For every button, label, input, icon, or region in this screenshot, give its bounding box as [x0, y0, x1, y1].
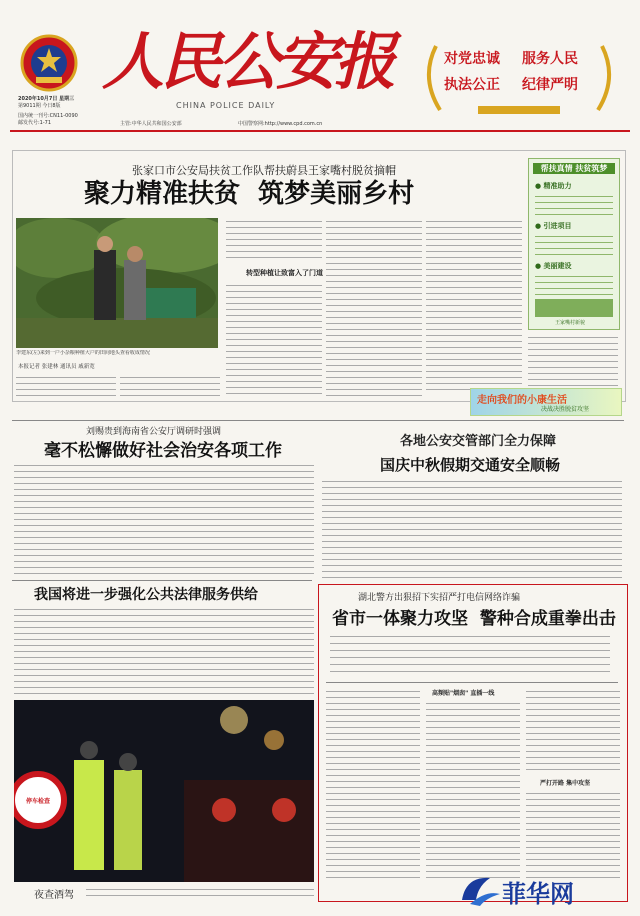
lead-body-col2: [120, 374, 220, 398]
banner-text: 走向我们的小康生活: [477, 395, 567, 406]
poster-text-1: [535, 193, 613, 215]
banner-sub: 决战决胜脱贫攻坚: [541, 406, 590, 413]
poster-item-3-label: 美丽建设: [543, 262, 572, 270]
motto-panel: [418, 36, 620, 120]
sidebar-poster: [528, 158, 620, 330]
site-line: 中国警察网:http://www.cpd.com.cn: [238, 121, 323, 127]
hubei-kicker: 湖北警方出狠招下实招严打电信网络诈骗: [358, 593, 521, 603]
hainan-headline: 毫不松懈做好社会治安各项工作: [44, 441, 282, 461]
poster-text-3: [535, 273, 613, 295]
lead-subhead: 转型种植让致富入了门道: [246, 269, 323, 277]
motto-4: 纪律严明: [522, 77, 578, 93]
poster-item-1-label: 精准助力: [543, 182, 572, 190]
lead-kicker: 张家口市公安局扶贫工作队帮扶蔚县王家嘴村脱贫摘帽: [132, 164, 396, 177]
lead-body-col4: [326, 218, 422, 398]
hubei-body-col3: [526, 688, 620, 774]
poster-item-2-label: 引进项目: [543, 222, 572, 230]
traffic-body: [322, 478, 622, 578]
hubei-subhead1: 高频贴"烟囱" 直插一线: [432, 690, 495, 697]
cn-line: 国内统一刊号:CN11-0090: [18, 113, 78, 119]
traffic-headline: 国庆中秋假期交通安全顺畅: [380, 456, 561, 474]
night-photo: [14, 700, 314, 882]
poster-item-2: ● 引进项目: [535, 222, 572, 230]
issue-line: 第9011期 今日8版: [18, 103, 61, 109]
hubei-body-col3b: [526, 790, 620, 880]
divider-law: [12, 580, 312, 581]
poster-text-2: [535, 233, 613, 255]
hainan-kicker: 刘赐贵到海南省公安厅调研时强调: [86, 427, 222, 437]
law-headline: 我国将进一步强化公共法律服务供给: [34, 587, 258, 603]
hubei-divider: [326, 682, 618, 683]
hubei-summary: [330, 632, 610, 678]
poster-image: [535, 299, 613, 317]
lead-photo: [16, 218, 218, 348]
postal-line: 邮发代号:1-71: [18, 120, 52, 126]
watermark-text: 菲华网: [502, 880, 574, 908]
date-line: 2020年10月7日 星期三: [18, 96, 75, 102]
night-sign: 停车检查: [25, 798, 50, 805]
divider-mid: [12, 420, 624, 421]
sidebar-body: [528, 334, 618, 386]
motto-2: 服务人民: [522, 51, 578, 67]
police-emblem: [20, 34, 78, 92]
lead-body-col3b: [226, 282, 322, 398]
motto-1: 对党忠诚: [444, 51, 500, 67]
lead-body-col5: [426, 218, 522, 394]
hubei-body-col1: [326, 688, 420, 880]
lead-headline: 聚力精准扶贫 筑梦美丽乡村: [84, 179, 415, 209]
traffic-kicker: 各地公安交管部门全力保障: [400, 434, 557, 449]
lead-caption: 李建东(左)来到一户小杂粮种植大户的田间地头查看收成情况: [16, 350, 150, 356]
hubei-headline: 省市一体聚力攻坚 警种合成重拳出击: [332, 609, 616, 629]
hubei-body-col2: [426, 700, 520, 880]
poster-caption: 王家嘴村新貌: [555, 320, 586, 326]
motto-3: 执法公正: [444, 77, 500, 93]
poster-title: 帮扶真情 扶贫筑梦: [533, 163, 615, 174]
poster-item-1: ● 精准助力: [535, 182, 572, 190]
lead-body-col3: [226, 218, 322, 262]
night-caption-body: [86, 886, 314, 900]
lead-body-col1: [16, 374, 116, 398]
masthead-rule: [10, 130, 630, 132]
banner: [470, 388, 622, 416]
lead-byline: 本报记者 张建林 通讯员 戚新宽: [18, 364, 95, 370]
masthead-title: 人民公安报: [102, 25, 393, 98]
publisher-line: 主管:中华人民共和国公安部: [120, 121, 182, 127]
hainan-body: [14, 462, 314, 576]
masthead-subtitle: CHINA POLICE DAILY: [176, 101, 276, 110]
night-caption: 夜查酒驾: [34, 890, 74, 901]
watermark-logo: [456, 870, 628, 910]
hubei-subhead2: 严打开路 集中攻坚: [540, 780, 591, 787]
law-body: [14, 606, 314, 696]
poster-item-3: ● 美丽建设: [535, 262, 572, 270]
